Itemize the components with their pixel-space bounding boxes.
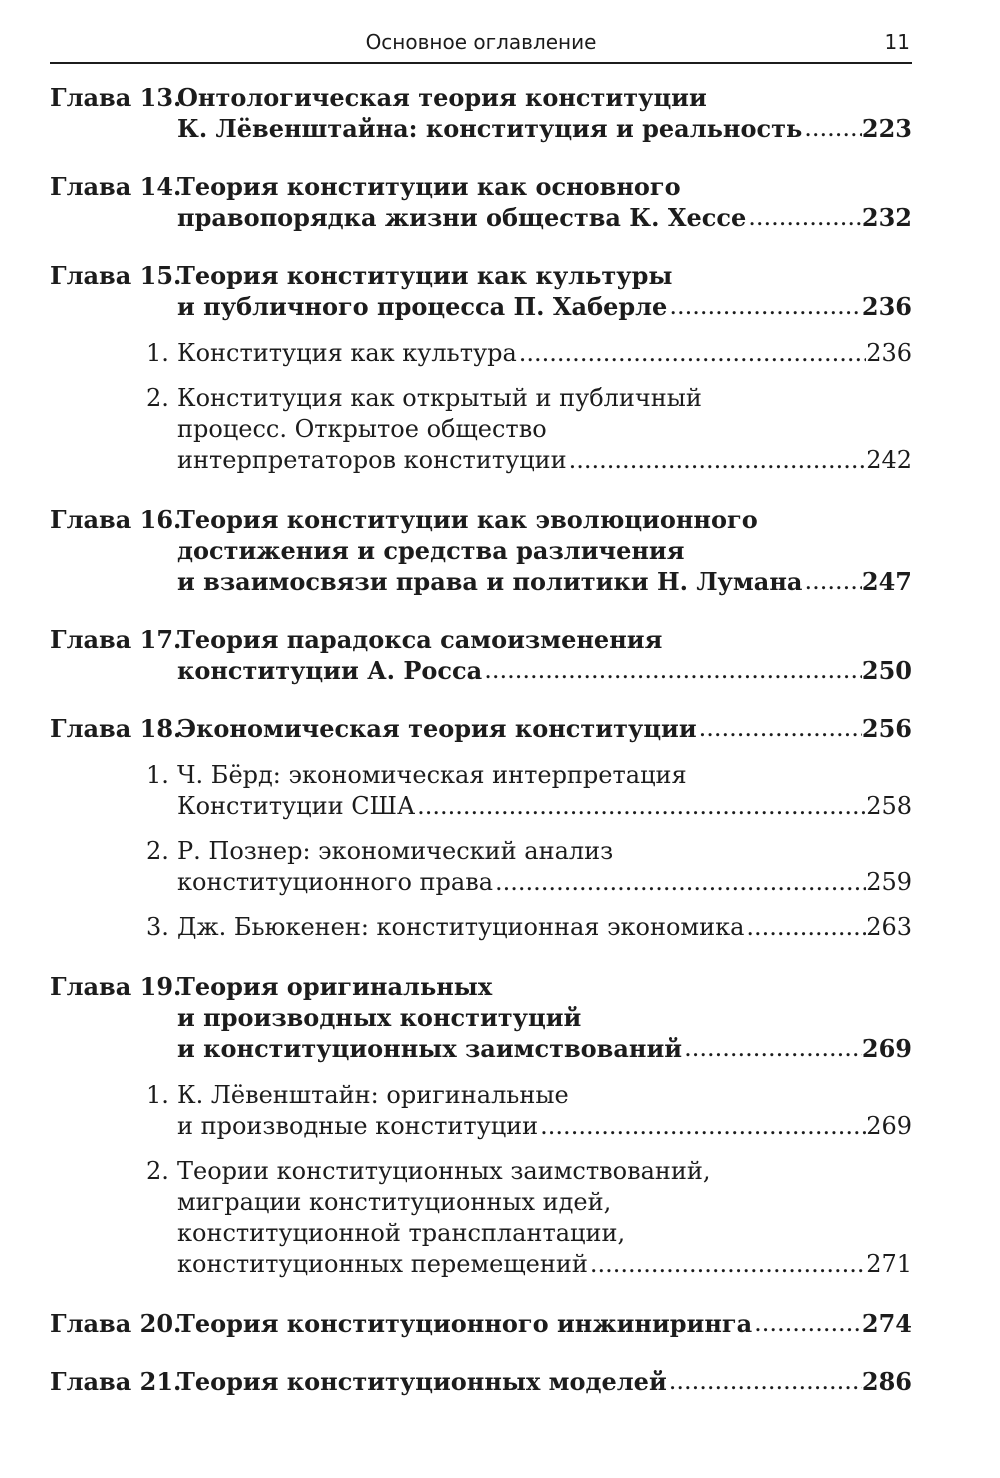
toc-entry-line [50, 624, 912, 655]
entry-title-line: Конституция как открытый и публичный [177, 384, 702, 412]
entry-leader-row [177, 1111, 912, 1142]
toc-chapter-entry [50, 971, 912, 1064]
chapter-label: Глава 20. [50, 1309, 182, 1338]
entry-title-line: и производных конституций [177, 1003, 582, 1032]
entry-title-line: Теории конституционных заимствований, [177, 1157, 711, 1185]
dot-leader [802, 113, 862, 144]
entry-page-number: 223 [861, 114, 912, 143]
toc-chapter-entry [50, 82, 912, 144]
toc-entry-line [50, 202, 912, 233]
toc-entry-line [50, 836, 912, 867]
toc-entry-line [50, 1249, 912, 1280]
entry-page-number: 236 [866, 339, 912, 367]
dot-leader [667, 291, 862, 322]
toc-section-entry [50, 912, 912, 943]
entry-title-line: и взаимосвязи права и политики Н. Лумана [177, 567, 803, 596]
toc-entry-line [50, 867, 912, 898]
entry-title-line: конституции А. Росса [177, 656, 483, 685]
entry-leader-row [177, 655, 912, 686]
chapter-label: Глава 13. [50, 83, 182, 112]
toc-entry-line [50, 791, 912, 822]
toc-entry-line [50, 113, 912, 144]
entry-title-line: Р. Познер: экономический анализ [177, 837, 614, 865]
chapter-label: Глава 21. [50, 1367, 182, 1396]
dot-leader [588, 1249, 866, 1280]
entry-leader-row [177, 338, 912, 369]
entry-title-line: Теория конституции как основного [177, 172, 681, 201]
dot-leader [667, 1366, 862, 1397]
entry-leader-row [177, 1249, 912, 1280]
entry-page-number: 236 [861, 292, 912, 321]
section-number: 3. [146, 913, 169, 941]
toc-section-entry [50, 836, 912, 898]
entry-title-line: конституционного права [177, 868, 494, 896]
toc-entry-line [50, 1111, 912, 1142]
toc-chapter-entry [50, 624, 912, 686]
toc-entry-line [50, 1033, 912, 1064]
chapter-label: Глава 14. [50, 172, 182, 201]
entry-title-line: Теория конституции как эволюционного [177, 505, 758, 534]
entry-page-number: 259 [866, 868, 912, 896]
entry-page-number: 269 [861, 1034, 912, 1063]
entry-leader-row [177, 713, 912, 744]
dot-leader [567, 445, 867, 476]
toc-entry-line [50, 535, 912, 566]
dot-leader [538, 1111, 866, 1142]
toc-entry-line [50, 1080, 912, 1111]
dot-leader [517, 338, 866, 369]
entry-title-line: Онтологическая теория конституции [177, 83, 707, 112]
toc-entry-line [50, 1156, 912, 1187]
entry-page-number: 258 [866, 792, 912, 820]
entry-title-line: Экономическая теория конституции [177, 714, 697, 743]
entry-leader-row [177, 791, 912, 822]
entry-title-line: Ч. Бёрд: экономическая интерпретация [177, 761, 687, 789]
entry-title-line: Теория конституции как культуры [177, 261, 673, 290]
dot-leader [415, 791, 866, 822]
toc-entry-line [50, 1308, 912, 1339]
entry-page-number: 286 [861, 1367, 912, 1396]
running-head [50, 28, 912, 64]
toc-entry-line [50, 1002, 912, 1033]
toc-chapter-entry [50, 171, 912, 233]
toc-section-entry [50, 1080, 912, 1142]
chapter-label: Глава 19. [50, 972, 182, 1001]
chapter-label: Глава 17. [50, 625, 182, 654]
dot-leader [482, 655, 862, 686]
toc-chapter-entry [50, 1366, 912, 1397]
toc-entry-line [50, 338, 912, 369]
entry-leader-row [177, 566, 912, 597]
dot-leader [746, 202, 862, 233]
section-number: 2. [146, 837, 169, 865]
toc-entry-line [50, 260, 912, 291]
entry-title-line: К. Лёвенштайн: оригинальные [177, 1081, 569, 1109]
entry-title-line: достижения и средства различения [177, 536, 685, 565]
toc-section-entry [50, 338, 912, 369]
dot-leader [802, 566, 861, 597]
toc-entry-line [50, 82, 912, 113]
entry-leader-row [177, 291, 912, 322]
toc-entry-line [50, 971, 912, 1002]
toc-entry-line [50, 713, 912, 744]
entry-title-line: К. Лёвенштайна: конституция и реальность [177, 114, 803, 143]
entry-title-line: Теория конституционных моделей [177, 1367, 667, 1396]
entry-title-line: интерпретаторов конституции [177, 446, 567, 474]
dot-leader [744, 912, 866, 943]
toc-entry-line [50, 912, 912, 943]
toc-entry-line [50, 445, 912, 476]
toc-chapter-entry [50, 504, 912, 597]
entry-page-number: 269 [866, 1112, 912, 1140]
entry-title-line: и публичного процесса П. Хаберле [177, 292, 668, 321]
entry-page-number: 232 [861, 203, 912, 232]
toc-entry-line [50, 1218, 912, 1249]
toc-entry-line [50, 566, 912, 597]
entry-title-line: конституционных перемещений [177, 1250, 588, 1278]
dot-leader [752, 1308, 862, 1339]
entry-leader-row [177, 1308, 912, 1339]
entry-page-number: 242 [866, 446, 912, 474]
entry-page-number: 256 [861, 714, 912, 743]
section-number: 1. [146, 1081, 169, 1109]
toc-entry-line [50, 655, 912, 686]
section-number: 2. [146, 1157, 169, 1185]
toc-section-entry [50, 383, 912, 476]
entry-leader-row [177, 445, 912, 476]
entry-leader-row [177, 1033, 912, 1064]
entry-page-number: 247 [861, 567, 912, 596]
entry-leader-row [177, 912, 912, 943]
section-number: 2. [146, 384, 169, 412]
entry-leader-row [177, 867, 912, 898]
entry-page-number: 274 [861, 1309, 912, 1338]
running-head-title: Основное оглавление [365, 30, 597, 54]
entry-leader-row [177, 113, 912, 144]
toc-section-entry [50, 1156, 912, 1280]
toc-entry-line [50, 383, 912, 414]
toc-section-entry [50, 760, 912, 822]
toc-entry-line [50, 504, 912, 535]
toc-entry-line [50, 291, 912, 322]
toc-chapter-entry [50, 713, 912, 744]
entry-leader-row [177, 202, 912, 233]
table-of-contents [50, 82, 912, 1424]
entry-page-number: 250 [861, 656, 912, 685]
page-number: 11 [884, 30, 910, 54]
dot-leader [682, 1033, 862, 1064]
section-number: 1. [146, 339, 169, 367]
section-number: 1. [146, 761, 169, 789]
chapter-label: Глава 15. [50, 261, 182, 290]
toc-chapter-entry [50, 260, 912, 322]
dot-leader [697, 713, 862, 744]
toc-entry-line [50, 1366, 912, 1397]
entry-title-line: Конституции США [177, 792, 416, 820]
entry-title-line: Теория оригинальных [177, 972, 493, 1001]
chapter-label: Глава 16. [50, 505, 182, 534]
toc-entry-line [50, 760, 912, 791]
entry-title-line: Конституция как культура [177, 339, 517, 367]
entry-title-line: миграции конституционных идей, [177, 1188, 612, 1216]
dot-leader [493, 867, 866, 898]
toc-entry-line [50, 414, 912, 445]
entry-page-number: 271 [866, 1250, 912, 1278]
chapter-label: Глава 18. [50, 714, 182, 743]
entry-title-line: Теория парадокса самоизменения [177, 625, 663, 654]
entry-title-line: и производные конституции [177, 1112, 539, 1140]
entry-title-line: правопорядка жизни общества К. Хессе [177, 203, 747, 232]
entry-title-line: и конституционных заимствований [177, 1034, 683, 1063]
toc-chapter-entry [50, 1308, 912, 1339]
toc-entry-line [50, 171, 912, 202]
entry-title-line: Дж. Бьюкенен: конституционная экономика [177, 913, 745, 941]
entry-title-line: Теория конституционного инжиниринга [177, 1309, 753, 1338]
entry-title-line: конституционной трансплантации, [177, 1219, 626, 1247]
entry-title-line: процесс. Открытое общество [177, 415, 547, 443]
toc-entry-line [50, 1187, 912, 1218]
entry-page-number: 263 [866, 913, 912, 941]
entry-leader-row [177, 1366, 912, 1397]
